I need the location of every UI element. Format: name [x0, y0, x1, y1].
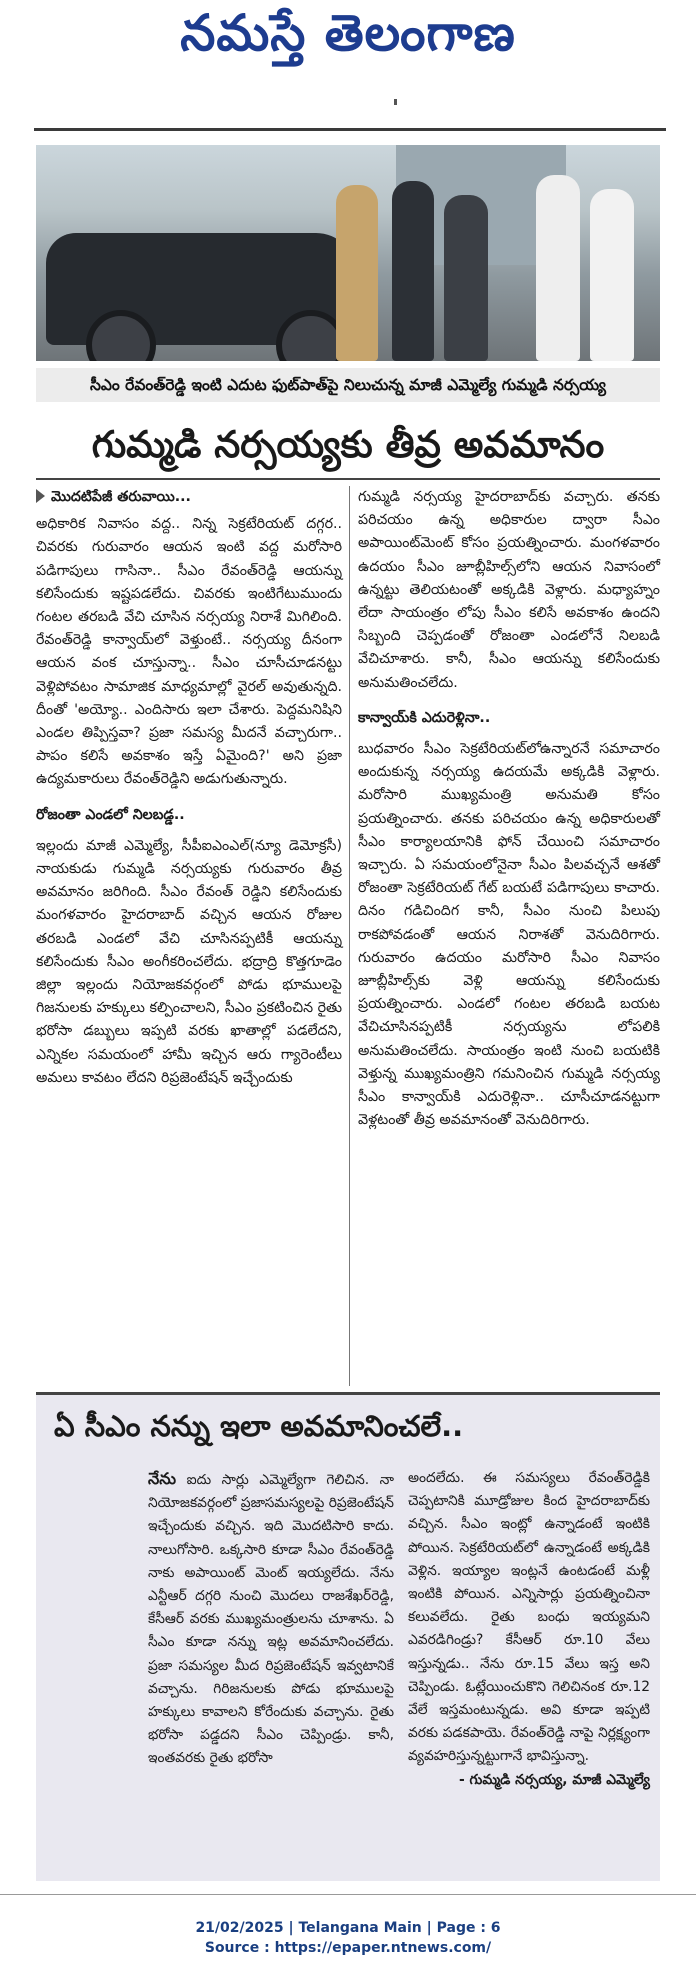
article-subheading: కాన్వాయ్‌కి ఎదురెళ్లినా..: [358, 709, 491, 726]
article-column-2: [358, 486, 660, 1132]
quote-signature: - గుమ్మడి నర్సయ్య, మాజీ ఎమ్మెల్యే: [458, 1771, 650, 1788]
quote-lead-word: నేను: [148, 1469, 177, 1488]
photo-caption: సీఎం రేవంత్‌రెడ్డి ఇంటి ఎదుట ఫుట్‌పాత్‌పై నిలుచున్న మాజీ ఎమ్మెల్యే గుమ్మడి నర్సయ్య: [36, 368, 660, 402]
photo-person-police: [336, 185, 378, 361]
masthead-divider: [34, 128, 666, 131]
quote-box-title: ఏ సీఎం నన్ను ఇలా అవమానించలే..: [54, 1409, 464, 1443]
article-paragraph: ఇల్లందు మాజీ ఎమ్మెల్యే, సీపీఐఎంఎల్‌(న్యూ డెమోక్రసీ) నాయకుడు గుమ్మడి నర్సయ్యకు గురువారం తీవ్ర అవమానం జరిగింది. సీఎం రేవంత్‌ రెడ్డిని కలిసేందుకు మంగళవారం హైదరాబాద్‌ వచ్చిన ఆయన రోజుల తరబడి ఎండలో వేచి చూసినప్పటికీ ఆయన్ను కలిసేందుకు సీఎం అంగీకరించలేదు. భద్రాద్రి కొత్తగూడెం జిల్లా ఇల్లందు నియోజకవర్గంలో పోడు భూములపై గిజనులకు హక్కులు కల్పించాలని, సీఎం ప్రకటించిన రైతు భరోసా డబ్బులు ఇప్పటి వరకు ఖాతాల్లో పడలేదని, ఎన్నికల సమయంలో హామీ ఇచ్చిన ఆరు గ్యారెంటీలు అమలు కావటం లేదని రిప్రజెంటేషన్‌ ఇచ్చేందుకు: [36, 837, 342, 1086]
article-subheading: రోజంతా ఎండలో నిలబడ్డ..: [36, 806, 185, 823]
photo-person: [392, 181, 434, 361]
article-paragraph: గుమ్మడి నర్సయ్య హైదరాబాద్‌కు వచ్చారు. తనకు పరిచయం ఉన్న అధికారుల ద్వారా సీఎం అపాయింట్‌మెంట్‌ కోసం ప్రయత్నించారు. మంగళవారం ఉదయం సీఎం జూబ్లీహిల్స్‌లోని ఆయన నివాసంలో ఉన్నట్టు తెలియటంతో అక్కడికి వెళ్లారు. మధ్యాహ్నం లేదా సాయంత్రం లోపు సీఎం కలిసే అవకాశం ఉందని సిబ్బంది చెప్పడంతో రోజంతా ఎండలోనే నిలబడి వేచిచూశారు. కానీ, సీఎం ఆయన్ను కలిసేందుకు అనుమతించలేదు.: [358, 489, 660, 691]
article-paragraph: బుధవారం సీఎం సెక్రటేరియట్‌లోఉన్నారనే సమాచారం అందుకున్న నర్సయ్య ఉదయమే అక్కడికి వెళ్లారు. మరోసారి ముఖ్యమంత్రి అనుమతి కోసం ప్రయత్నించారు. తనకు పరిచయం ఉన్న అధికారులతో సీఎం కార్యాలయానికి ఫోన్‌ చేయించి సమాచారం ఇచ్చారు. ఏ సమయంలోనైనా సీఎం పిలవచ్చనే ఆశతో రోజంతా సెక్రటేరియట్‌ గేట్‌ బయటే పడిగాపులు కాచారు. దినం గడిచిందిగ కానీ, సీఎం నుంచి పిలుపు రాకపోవడంతో ఆయన నిరాశతో వెనుదిరిగారు. గురువారం ఉదయం మరోసారి సీఎం నివాసం జూబ్లీహిల్స్‌కు వెళ్లి ఆయన్ను కలిసేందుకు ప్రయత్నించారు. ఎండలో గంటల తరబడి బయట వేచిచూసినప్పటికీ నర్సయ్యను లోపలికి అనుమతించలేదు. సాయంత్రం ఇంటి నుంచి బయటికి వెళ్తున్న ముఖ్యమంత్రిని గమనించిన గుమ్మడి నర్సయ్య సీఎం కాన్వాయ్‌కి ఎదురెళ్లినా.. చూసీచూడనట్టుగా వెళ్లటంతో తీవ్ర అవమానంతో వెనుదిరిగారు.: [358, 741, 660, 1129]
article-column-1: [36, 486, 342, 1090]
newspaper-logo: నమస్తే తెలంగాణ: [180, 4, 516, 62]
quote-text: అందలేదు. ఈ సమస్యలు రేవంత్‌రెడ్డికి చెప్పటానికి మూడ్రోజుల కింద హైదరాబాద్‌కు వచ్చిన. సీఎం ఇంట్లో ఉన్నాడంటే ఇంటికి పోయిన. సెక్రటేరియట్‌లో ఉన్నాడంటే అక్కడికి వెళ్లిన. ఇయ్యాల ఇంట్లనే ఉంటడంటే మళ్లీ ఇంటికి పోయిన. ఎన్నిసార్లు ప్రయత్నించినా కలువలేదు. రైతు బంధు ఇయ్యమని ఎవరడిగిండ్రు? కేసీఆర్‌ రూ.10 వేలు ఇస్తున్నడు.. నేను రూ.15 వేలు ఇస్త అని చెప్పిండు. ఓట్లేయించుకొని గెలిచినంక రూ.12 వేలే ఇస్తమంటున్నడు. అవి కూడా ఇప్పటి వరకు పడకపాయె. రేవంత్‌రెడ్డి నాపై నిర్లక్ష్యంగా వ్యవహరిస్తున్నట్టుగానే భావిస్తున్నా.: [408, 1470, 650, 1765]
photo-person: [590, 189, 634, 361]
column-divider: [349, 486, 350, 1386]
footer-source-link[interactable]: Source : https://epaper.ntnews.com/: [204, 1940, 492, 1956]
quote-column-1: [148, 1467, 394, 1771]
kicker: [36, 486, 342, 509]
footer-divider: [0, 1894, 696, 1895]
quote-box: [36, 1392, 660, 1881]
quote-column-2: [408, 1467, 650, 1792]
photo-person: [536, 175, 580, 361]
masthead: [0, 0, 696, 118]
masthead-mark: [394, 99, 397, 105]
photo-person: [444, 195, 488, 361]
quote-text: ఐదు సార్లు ఎమ్మెల్యేగా గెలిచిన. నా నియోజకవర్గంలో ప్రజాసమస్యలపై రిప్రజెంటేషన్‌ ఇచ్చేందుకు వచ్చిన. ఇది మొదటిసారి కాదు. నాలుగోసారి. ఒక్కసారి కూడా సీఎం రేవంత్‌రెడ్డి నాకు అపాయింట్‌ మెంట్‌ ఇయ్యలేదు. నేను ఎన్టీఆర్‌ దగ్గరి నుంచి మొదలు రాజశేఖర్‌రెడ్డి, కేసీఆర్‌ వరకు ముఖ్యమంత్రులను చూశాను. ఏ సీఎం కూడా నన్ను ఇట్ల అవమానించలేదు. ప్రజా సమస్యల మీద రిప్రజెంటేషన్‌ ఇవ్వటానికే వచ్చాను. గిరిజనులకు పోడు భూములపై హక్కులు కావాలని కోరేందుకు వచ్చాను. రైతు భరోసా పడ్డదని సీఎం చెప్పిండ్రు. కానీ, ఇంతవరకు రైతు భరోసా: [148, 1472, 395, 1767]
footer-edition: 21/02/2025 | Telangana Main | Page : 6: [195, 1920, 501, 1936]
arrow-icon: [36, 489, 45, 503]
footer: [0, 1918, 696, 1958]
kicker-text: మొదటిపేజీ తరువాయి...: [51, 489, 191, 505]
article-headline: గుమ్మడి నర్సయ్యకు తీవ్ర అవమానం: [91, 423, 605, 466]
headline-divider: [36, 478, 660, 480]
article-paragraph: అధికారిక నివాసం వద్ద.. నిన్న సెక్రటేరియట్‌ దగ్గర.. చివరకు గురువారం ఆయన ఇంటి వద్ద మరోసారి పడిగాపులు గాసినా.. సీఎం రేవంత్‌రెడ్డి ఆయన్ను కలిసేందుకు ఇష్టపడలేదు. చివరకు ఇంటిగేటుముందు గంటల తరబడి వేచి చూసిన నర్సయ్య నిరాశే మిగిలింది. రేవంత్‌రెడ్డి కాన్వాయ్‌లో వెళ్తుంటే.. నర్సయ్య దీనంగా ఆయన వంక చూస్తున్నా.. సీఎం చూసీచూడనట్టు వెళ్లిపోవటం సామాజిక మాధ్యమాల్లో వైరల్‌ అవుతున్నది. దీంతో 'అయ్యో.. ఎందిసారు ఇలా చేశారు. పెద్దమనిషిని ఎండల తిప్పిస్తవా? ప్రజా సమస్య మీదనే వచ్చారుగా.. పాపం కలిసే అవకాశం ఇస్తే ఏమైంది?' అని ప్రజా ఉద్యమకారులు రేవంత్‌రెడ్డిని అడుగుతున్నారు.: [36, 516, 342, 788]
news-photo: [36, 145, 660, 361]
